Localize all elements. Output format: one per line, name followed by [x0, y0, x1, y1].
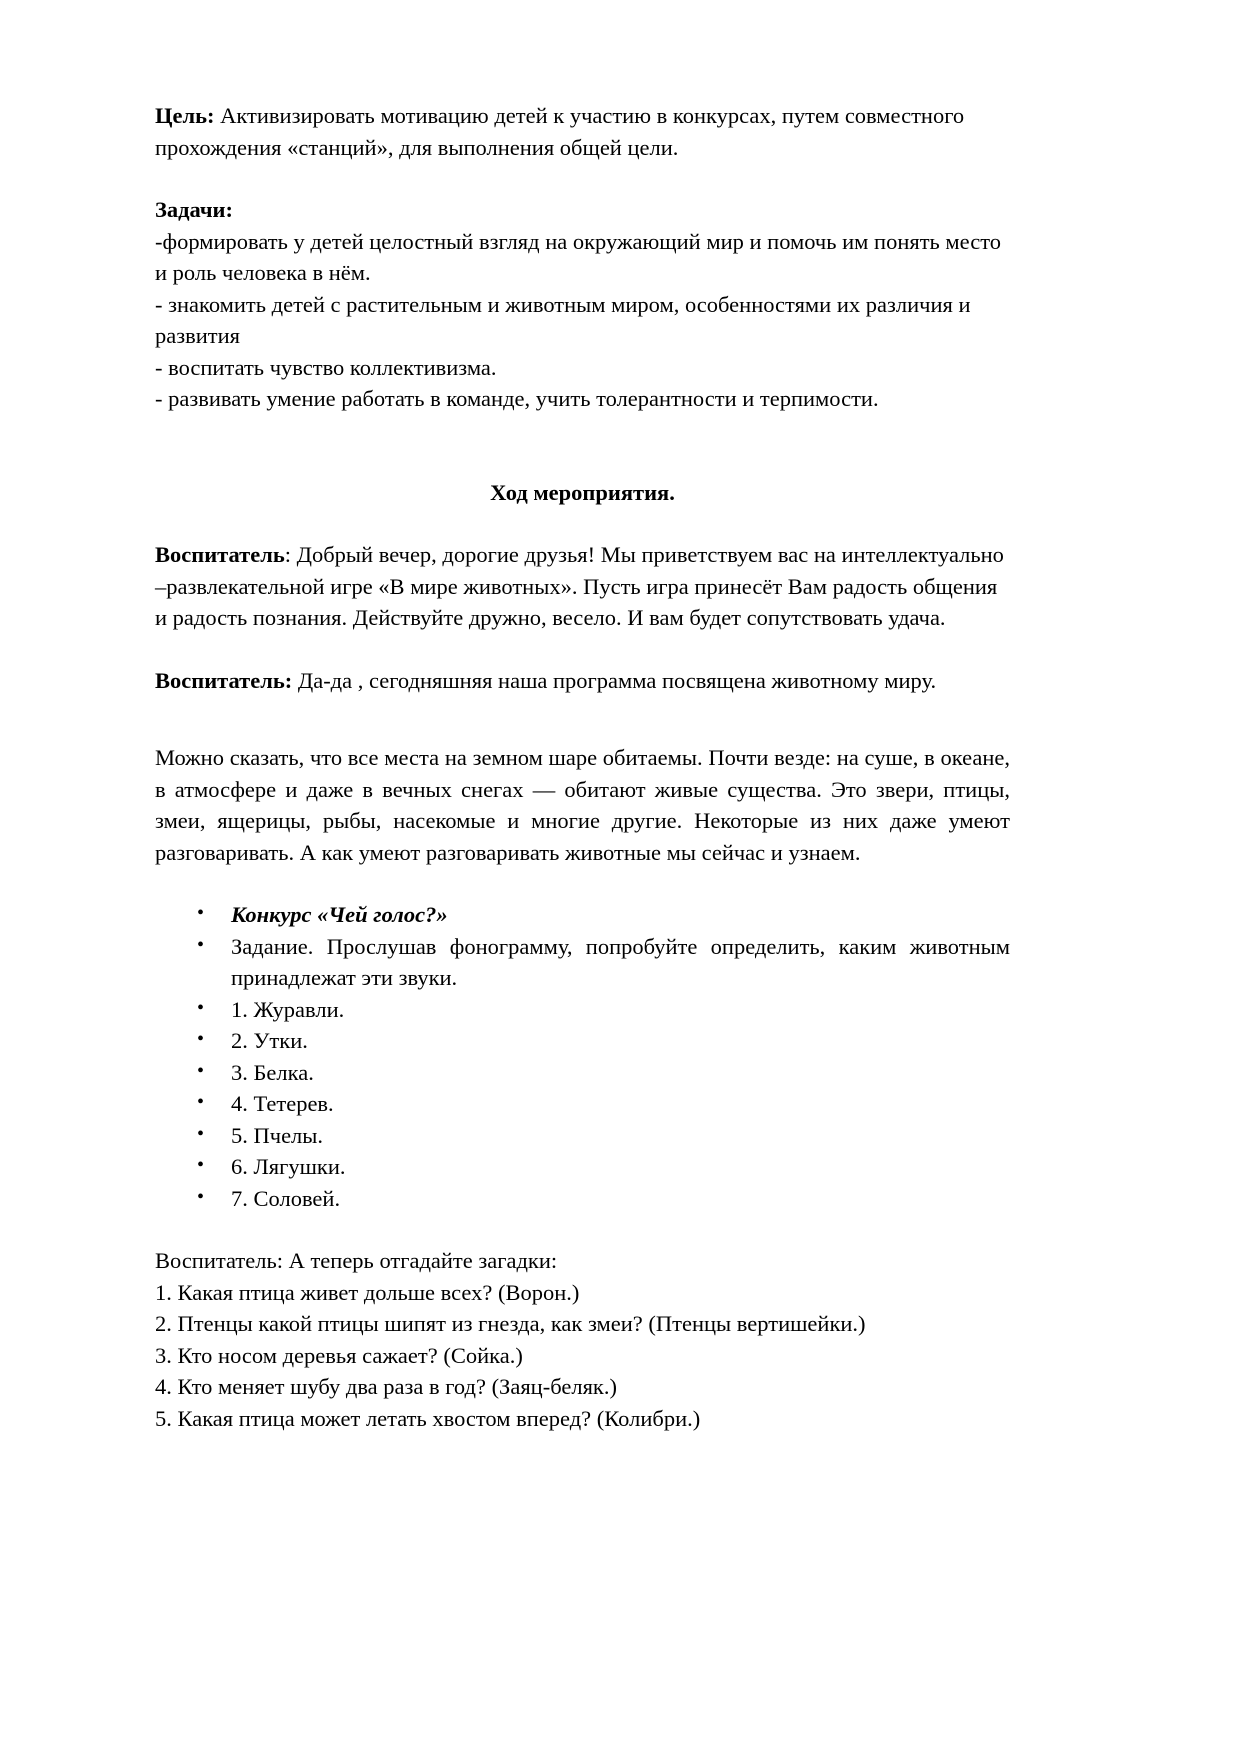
contest-task-item: • Задание. Прослушав фонограмму, попробуйте определить, каким животным принадлежат эти звуки.	[155, 931, 1010, 994]
spacer-between-speeches	[155, 634, 1010, 665]
objective-item-3: - воспитать чувство коллективизма.	[155, 354, 497, 380]
speaker-label-1: Воспитатель	[155, 542, 285, 567]
spacer-before-contest	[155, 868, 1010, 899]
objectives-label: Задачи:	[155, 197, 234, 222]
intro-paragraph: Можно сказать, что все места на земном шаре обитаемы. Почти везде: на суше, в океане, в атмосфере и даже в вечных снегах — обитают живые существа. Это звери, птицы, змеи, ящерицы, рыбы, насекомые и многие другие. Некоторые из них даже умеют разговаривать. А как умеют разговаривать животные мы сейчас и узнаем.	[155, 745, 1010, 865]
speaker-separator-1: :	[284, 542, 297, 567]
spacer-before-course-heading	[155, 415, 1010, 477]
spacer-before-intro	[155, 696, 1010, 742]
objective-item-4: - развивать умение работать в команде, учить толерантности и терпимости.	[155, 386, 879, 411]
course-heading: Ход мероприятия.	[490, 479, 675, 505]
goal-paragraph	[155, 100, 1010, 163]
contest-answer-1: • 1. Журавли.	[155, 994, 1010, 1026]
contest-answer-3: • 3. Белка.	[155, 1057, 1010, 1089]
contest-list	[155, 899, 1010, 1214]
spacer-before-riddles	[155, 1214, 1010, 1245]
goal-label: Цель:	[155, 103, 215, 128]
speech-paragraph-2	[155, 665, 1010, 697]
spacer-after-course-heading	[155, 508, 1010, 539]
speaker-label-2: Воспитатель:	[155, 667, 293, 693]
speech-text-2: Да-да , сегодняшняя наша программа посвящена животному миру.	[297, 667, 937, 693]
objective-item-2: - знакомить детей с растительным и животным миром, особенностями их различия и развития	[155, 291, 971, 348]
contest-answer-2: • 2. Утки.	[155, 1025, 1010, 1057]
contest-answer-5: • 5. Пчелы.	[155, 1120, 1010, 1152]
contest-title: Конкурс «Чей голос?»	[231, 902, 448, 927]
riddle-item-1: 1. Какая птица живет дольше всех? (Ворон.)	[155, 1279, 580, 1305]
riddle-item-2: 2. Птенцы какой птицы шипят из гнезда, как змеи? (Птенцы вертишейки.)	[155, 1311, 866, 1336]
goal-text: Активизировать мотивацию детей к участию в конкурсах, путем совместного прохождения «станций», для выполнения общей цели.	[155, 103, 965, 160]
riddle-item-5: 5. Какая птица может летать хвостом вперед? (Колибри.)	[155, 1405, 701, 1431]
riddle-item-3: 3. Кто носом деревья сажает? (Сойка.)	[155, 1342, 523, 1368]
contest-answer-6: • 6. Лягушки.	[155, 1151, 1010, 1183]
riddle-item-4: 4. Кто меняет шубу два раза в год? (Заяц-беляк.)	[155, 1374, 617, 1399]
speech-paragraph-1	[155, 539, 1010, 634]
document-body	[155, 100, 1010, 1434]
riddles-intro: Воспитатель: А теперь отгадайте загадки:	[155, 1248, 558, 1273]
objective-item-1: -формировать у детей целостный взгляд на окружающий мир и помочь им понять место и роль человека в нём.	[155, 228, 1001, 285]
contest-answer-4: • 4. Тетерев.	[155, 1088, 1010, 1120]
contest-title-item	[155, 899, 1010, 931]
speech-text-1: Добрый вечер, дорогие друзья! Мы приветствуем вас на интеллектуально –развлекательной игре «В мире животных». Пусть игра принесёт Вам радость общения и радость познания. Действуйте дружно, весело. И вам будет сопутствовать удача.	[155, 542, 1004, 630]
contest-answer-7: • 7. Соловей.	[155, 1183, 1010, 1215]
spacer-after-goal	[155, 163, 1010, 194]
